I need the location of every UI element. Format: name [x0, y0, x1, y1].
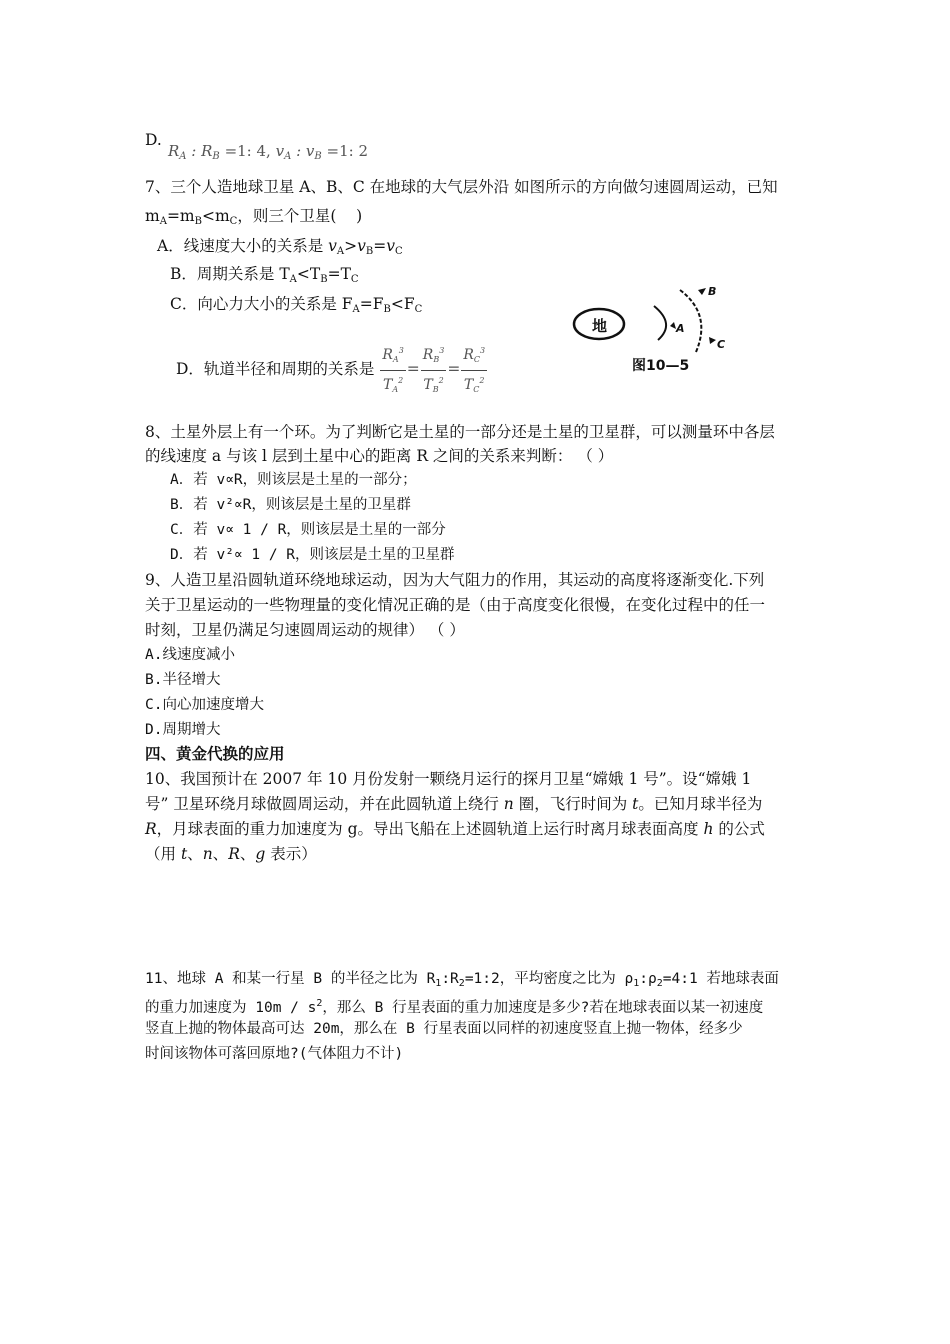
- q10-line1: 10、我国预计在 2007 年 10 月份发射一颗绕月运行的探月卫星“嫦娥 1 号”。设“嫦娥 1: [145, 770, 752, 788]
- q8-option-d: D．若 v²∝ 1 / R，则该层是土星的卫星群: [170, 547, 455, 563]
- q9-option-a: A.线速度减小: [145, 647, 235, 663]
- q7-stem-line1: 7、三个人造地球卫星 A、B、C 在地球的大气层外沿 如图所示的方向做匀速圆周运动，已知: [145, 178, 778, 196]
- q7-option-d: D．轨道半径和周期的关系是 $\frac{R_A^3}{T_A^2}$ = $\frac{R_B^3}{T_B^2}$ = $\frac{R_C^3}{T_C^2}$: [176, 340, 488, 400]
- q9-option-d: D.周期增大: [145, 722, 221, 738]
- q8-option-b: B．若 v²∝R，则该层是土星的卫星群: [170, 497, 411, 513]
- q6-option-d: [145, 128, 162, 152]
- q10-line3: R，月球表面的重力加速度为 g。导出飞船在上述圆轨道上运行时离月球表面高度 h 的公式: [145, 820, 765, 838]
- q9-option-c: C.向心加速度增大: [145, 697, 264, 713]
- q11-line3: 竖直上抛的物体最高可达 20m，那么在 B 行星表面以同样的初速度竖直上抛一物体，经多少: [145, 1021, 743, 1037]
- figure-caption: 图10—5: [632, 358, 690, 374]
- q8-option-a: A．若 v∝R，则该层是土星的一部分；: [170, 472, 417, 488]
- earth-label: 地: [592, 317, 608, 335]
- q6-option-d-label: D.: [145, 131, 162, 149]
- q7-option-d-text: D．轨道半径和周期的关系是: [176, 360, 375, 378]
- q11-line1: 11、地球 A 和某一行星 B 的半径之比为 $R_1:R_2=1:2$，平均密度之比为 $\rho_1:\rho_2=4:1$ 若地球表面: [145, 971, 779, 989]
- arrow-b: [698, 288, 706, 295]
- q7-option-b: B．周期关系是 $T_A<T_B=T_C$: [170, 265, 359, 285]
- q7-frac-c: $\frac{R_C^3}{T_C^2}$: [461, 341, 487, 400]
- q9-line3: 时刻，卫星仍满足匀速圆周运动的规律） （ ）: [145, 621, 465, 639]
- q8-line1: 8、土星外层上有一个环。为了判断它是土星的一部分还是土星的卫星群，可以测量环中各层: [145, 423, 775, 441]
- q11-line2: 的重力加速度为 $10m / s^2$，那么 B 行星表面的重力加速度是多少?若在地球表面以某一初速度: [145, 998, 764, 1016]
- sat-label-a: A: [676, 322, 685, 335]
- orbit-a: [654, 306, 666, 340]
- section-heading: 四、黄金代换的应用: [145, 745, 285, 763]
- q7-option-c: C．向心力大小的关系是 $F_A=F_B<F_C$: [170, 295, 423, 315]
- q7-orbit-figure: [572, 282, 752, 377]
- q11-line4: 时间该物体可落回原地?(气体阻力不计): [145, 1046, 404, 1062]
- q10-line4: （用 t、n、R、g 表示）: [145, 845, 317, 863]
- q10-line2: 号” 卫星环绕月球做圆周运动，并在此圆轨道上绕行 n 圈，飞行时间为 t。已知月球半径为: [145, 795, 763, 813]
- q7-frac-a: $\frac{R_A^3}{T_A^2}$: [380, 341, 405, 400]
- sat-label-c: C: [717, 338, 726, 351]
- q8-line2: 的线速度 a 与该 l 层到土星中心的距离 R 之间的关系来判断： （ ）: [145, 447, 614, 465]
- q8-option-c: C．若 v∝ 1 / R，则该层是土星的一部分: [170, 522, 446, 538]
- q9-option-b: B.半径增大: [145, 672, 221, 688]
- sat-label-b: B: [708, 285, 717, 298]
- orbit-bc: [680, 290, 701, 352]
- arrow-c: [709, 337, 716, 344]
- q9-line2: 关于卫星运动的一些物理量的变化情况正确的是（由于高度变化很慢，在变化过程中的任一: [145, 596, 766, 614]
- q9-line1: 9、人造卫星沿圆轨道环绕地球运动，因为大气阻力的作用，其运动的高度将逐渐变化.下列: [145, 571, 765, 589]
- q7-frac-b: $\frac{R_B^3}{T_B^2}$: [421, 341, 447, 400]
- q6-option-d-formula: $R_A$ : $R_B =1$: 4, $v_A$ : $v_B =1$: 2: [168, 142, 368, 162]
- q7-stem-line2: $m_A=m_B<m_C$，则三个卫星( ): [145, 207, 363, 227]
- q7-option-a: A．线速度大小的关系是 $v_A>v_B=v_C$: [157, 237, 403, 257]
